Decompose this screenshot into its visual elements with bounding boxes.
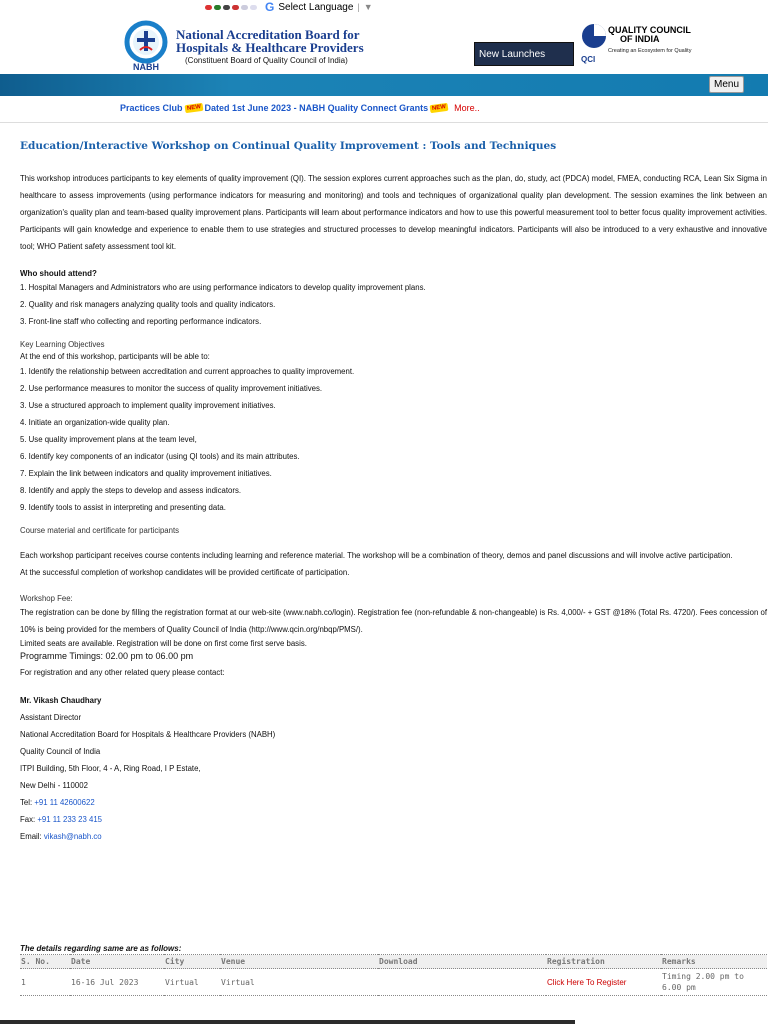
objective-item: 2. Use performance measures to monitor the success of quality improvement initiatives. xyxy=(20,384,323,393)
page-title: Education/Interactive Workshop on Continual Quality Improvement : Tools and Techniques xyxy=(20,140,557,152)
google-icon: G xyxy=(265,0,275,14)
details-caption: The details regarding same are as follows: xyxy=(20,944,182,953)
flag-dot-icon xyxy=(232,5,239,10)
menu-button[interactable]: Menu xyxy=(709,76,744,93)
details-table xyxy=(20,954,767,996)
table-row xyxy=(20,969,767,996)
fee-paragraph: The registration can be done by filling the registration format at our web-site (www.nabh.co/login). Registration fee (non-refundable & non-changeable) is Rs. 4,000/- + GST @18% (Total Rs. 4720/). Fees concession of 10% is being provided for the members of Quality Council of India (http://www.qcin.org/nbqp/PMS/). xyxy=(20,608,767,634)
col-sno: S. No. xyxy=(21,957,50,966)
main-content xyxy=(20,140,767,845)
select-language-link[interactable]: Select Language xyxy=(278,1,354,13)
contact-name: Mr. Vikash Chaudhary xyxy=(20,696,102,705)
contact-parent-org: Quality Council of India xyxy=(20,747,101,756)
cell-remarks: Timing 2.00 pm to 6.00 pm xyxy=(662,972,744,992)
nabh-title-line1: National Accreditation Board for xyxy=(176,27,360,42)
objective-item: 7. Explain the link between indicators and quality improvement initiatives. xyxy=(20,469,272,478)
col-remarks: Remarks xyxy=(662,957,696,966)
fax-link[interactable]: +91 11 233 23 415 xyxy=(37,815,103,824)
objective-item: 9. Identify tools to assist in interpreting and presenting data. xyxy=(20,503,226,512)
email-label: Email: xyxy=(20,832,44,841)
col-registration: Registration xyxy=(547,957,605,966)
qci-title xyxy=(608,26,691,44)
site-header xyxy=(0,16,768,74)
contact-designation: Assistant Director xyxy=(20,713,82,722)
separator: | xyxy=(357,2,360,12)
flag-dot-icon xyxy=(223,5,230,10)
nabh-logo-text: NABH xyxy=(133,62,159,72)
objectives-intro: At the end of this workshop, participants will be able to: xyxy=(20,352,210,361)
objective-item: 4. Initiate an organization-wide quality plan. xyxy=(20,418,170,427)
flag-dot-icon xyxy=(250,5,257,10)
cell-venue: Virtual xyxy=(221,977,255,987)
more-link[interactable]: More.. xyxy=(454,103,480,113)
new-badge-icon: NEW xyxy=(430,103,449,113)
cell-sno: 1 xyxy=(21,977,26,987)
who-item: 2. Quality and risk managers analyzing quality tools and quality indicators. xyxy=(20,300,276,309)
limited-seats: Limited seats are available. Registration will be done on first come first serve basis. xyxy=(20,639,307,648)
programme-timings: Programme Timings: 02.00 pm to 06.00 pm xyxy=(20,651,194,661)
qci-title-line2: OF INDIA xyxy=(620,34,660,44)
cell-date: 16-16 Jul 2023 xyxy=(71,977,139,987)
objective-item: 8. Identify and apply the steps to develop and assess indicators. xyxy=(20,486,242,495)
contact-city: New Delhi - 110002 xyxy=(20,781,88,790)
email-link[interactable]: vikash@nabh.co xyxy=(43,832,102,841)
table-header-row xyxy=(20,955,767,969)
who-heading: Who should attend? xyxy=(20,269,97,278)
objective-item: 6. Identify key components of an indicator (using QI tools) and its main attributes. xyxy=(20,452,300,461)
fee-heading: Workshop Fee: xyxy=(20,594,73,603)
new-launches-button[interactable]: New Launches xyxy=(474,42,574,66)
flag-dot-icon xyxy=(241,5,248,10)
cell-download xyxy=(378,969,546,996)
qci-title-line1: QUALITY COUNCIL xyxy=(608,25,691,35)
ticker-link-practices-club[interactable]: Practices Club xyxy=(120,103,183,113)
course-heading: Course material and certificate for participants xyxy=(20,526,180,535)
bottom-scroll-bar[interactable] xyxy=(0,1020,575,1024)
tel-link[interactable]: +91 11 42600622 xyxy=(34,798,95,807)
col-date: Date xyxy=(71,957,91,966)
register-link[interactable]: Click Here To Register xyxy=(547,977,627,987)
qci-mark-text: QCI xyxy=(581,55,596,64)
details-section xyxy=(20,944,767,996)
cell-registration xyxy=(546,969,661,996)
objectives-heading: Key Learning Objectives xyxy=(20,340,105,349)
divider xyxy=(0,122,768,123)
ticker-link-grants[interactable]: Dated 1st June 2023 - NABH Quality Connect Grants xyxy=(204,103,429,113)
col-download: Download xyxy=(379,957,418,966)
chevron-down-icon[interactable]: ▼ xyxy=(363,2,373,12)
fax-label: Fax: xyxy=(20,815,38,824)
news-ticker xyxy=(120,103,480,113)
nav-bar xyxy=(0,74,768,96)
course-paragraph: Each workshop participant receives course contents including learning and reference material. The workshop will be a combination of theory, demos and panel discussions and will involve active participation. xyxy=(20,551,733,560)
certificate-paragraph: At the successful completion of workshop candidates will be provided certificate of participation. xyxy=(20,568,350,577)
who-item: 3. Front-line staff who collecting and reporting performance indicators. xyxy=(20,317,262,326)
flag-dot-icon xyxy=(205,5,212,10)
contact-email xyxy=(20,828,767,845)
intro-paragraph: This workshop introduces participants to key elements of quality improvement (QI). The session explores current approaches such as the plan, do, study, act (PDCA) model, FMEA, conducting RCA, Lean Six Sigma in healthcare to assess improvements (using performance indicators for measuring and monitoring) and tools and techniques of organizational quality plan development. The session examines the link between an organization's quality plan and team-based quality improvement plans. Participants will learn about performance indicators and how to use this powerful measurement tool to better focus quality improvement activities. Participants will gain knowledge and experience to enable them to use strategies and structured processes to develop meaningful indicators. Participants will also be introduced to a very exhaustive and innovative tool; WHO Patient safety assessment tool kit. xyxy=(20,174,767,251)
contact-tel xyxy=(20,794,767,811)
contact-fax xyxy=(20,811,767,828)
cell-city: Virtual xyxy=(165,977,199,987)
nabh-title xyxy=(176,28,364,54)
nabh-subtitle: (Constituent Board of Quality Council of India) xyxy=(185,56,348,65)
objective-item: 3. Use a structured approach to implement quality improvement initiatives. xyxy=(20,401,276,410)
tel-label: Tel: xyxy=(20,798,35,807)
flag-dot-icon xyxy=(214,5,221,10)
col-venue: Venue xyxy=(221,957,246,966)
nabh-title-line2: Hospitals & Healthcare Providers xyxy=(176,40,364,55)
language-bar xyxy=(205,0,373,14)
objective-item: 1. Identify the relationship between accreditation and current approaches to quality improvement. xyxy=(20,367,355,376)
contact-org: National Accreditation Board for Hospitals & Healthcare Providers (NABH) xyxy=(20,730,276,739)
qci-tagline: Creating an Ecosystem for Quality xyxy=(608,48,692,54)
col-city: City xyxy=(165,957,185,966)
nabh-logo[interactable] xyxy=(122,20,172,72)
new-badge-icon: NEW xyxy=(184,103,203,113)
who-item: 1. Hospital Managers and Administrators who are using performance indicators to develop quality improvement plans. xyxy=(20,283,426,292)
contact-intro: For registration and any other related query please contact: xyxy=(20,668,225,677)
contact-address: ITPI Building, 5th Floor, 4 - A, Ring Road, I P Estate, xyxy=(20,764,201,773)
objective-item: 5. Use quality improvement plans at the team level, xyxy=(20,435,197,444)
